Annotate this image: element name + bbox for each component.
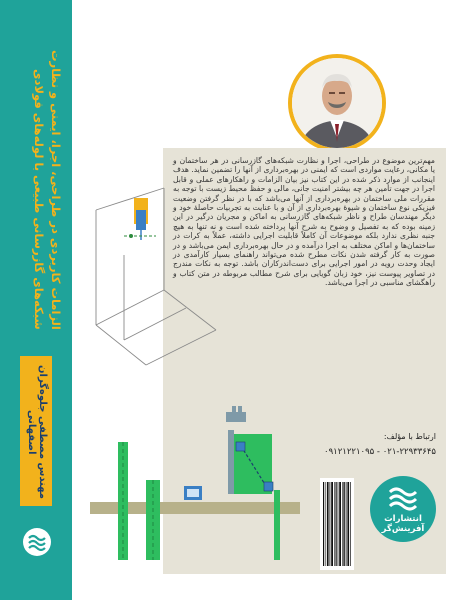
publisher-logo [370, 476, 436, 542]
waves-icon [386, 484, 420, 512]
publisher-name [370, 514, 436, 534]
contact-label: ارتباط با مؤلف: [383, 432, 436, 441]
contact-phones: ۰۹۱۲۱۲۲۱۰۹۵ - ۰۲۱-۲۲۹۳۳۶۴۵ [324, 447, 436, 457]
isbn-barcode [320, 478, 354, 570]
spine-publisher-logo [23, 528, 51, 556]
publisher-name-line2: آفرینش‌گر [381, 524, 425, 534]
author-photo [288, 54, 386, 152]
waves-icon [27, 533, 47, 551]
publisher-name-line1: انتشارات [384, 514, 422, 524]
author-portrait-icon [292, 58, 382, 148]
book-description: مهم‌ترین موضوع در طراحی، اجرا و نظارت شبکه‌های گازرسانی در هر ساختمان و یا مکانی، رعایت مواردی است که ایمنی در بهره‌برداری از آنها را تضمین نماید. هدف اینجانب از موارد ذکر شده در این کتاب نیز بیان الزامات و راهکارهای عملی و قابل اجرا در جهت تأمین هر چه بیشتر امنیت جانی، مالی و حفظ محیط زیست با توجه به مقررات ملی ساختمان در بهره‌برداری از آنها می‌باشد که با در نظر گرفتن وضعیت فیزیکی نوع ساختمان و شیوهٔ بهره‌برداری از آن و با عنایت به تجربیات حاصلهٔ خود و دیگر مهندسان طراح و ناظر شبکه‌های گازرسانی به اماکن و مجریان درگیر در این زمینه بوده که به تفصیل و وضوح به شرح آنها پرداخته شده است و نه تنها به هیچ جنبه نظری ندارد بلکه موضوعات آن کاملاً قابلیت اجرایی داشته، عملاً به کرات در ساختمان‌ها و اماکن مختلف به اجرا درآمده و در حال بهره‌برداری ایمن می‌باشد و در صورت به کار گرفته شدن نکات مطرح شده می‌تواند راهنمای بسیار کارآمدی در ایجاد وحدت رویه در امور اجرایی برای دست‌اندرکاران باشد. توجه به نکات مندرج در تصاویر پیوست نیز، خود زبان گویایی برای شرح مطالب مربوطه در متن کتاب و راهگشای مناسبی در اجرا می‌باشد. [173, 156, 435, 288]
spine-author: مهندس مصطفی جلوه‌گران اصفهانی [26, 365, 48, 499]
spine-title: الزامات کاربردی در طراحی، اجرا، ایمنی و نظارت شبکه‌های گازرسانی طبیعی با لوله‌های فولادی [32, 50, 63, 330]
author-contact [312, 432, 436, 458]
